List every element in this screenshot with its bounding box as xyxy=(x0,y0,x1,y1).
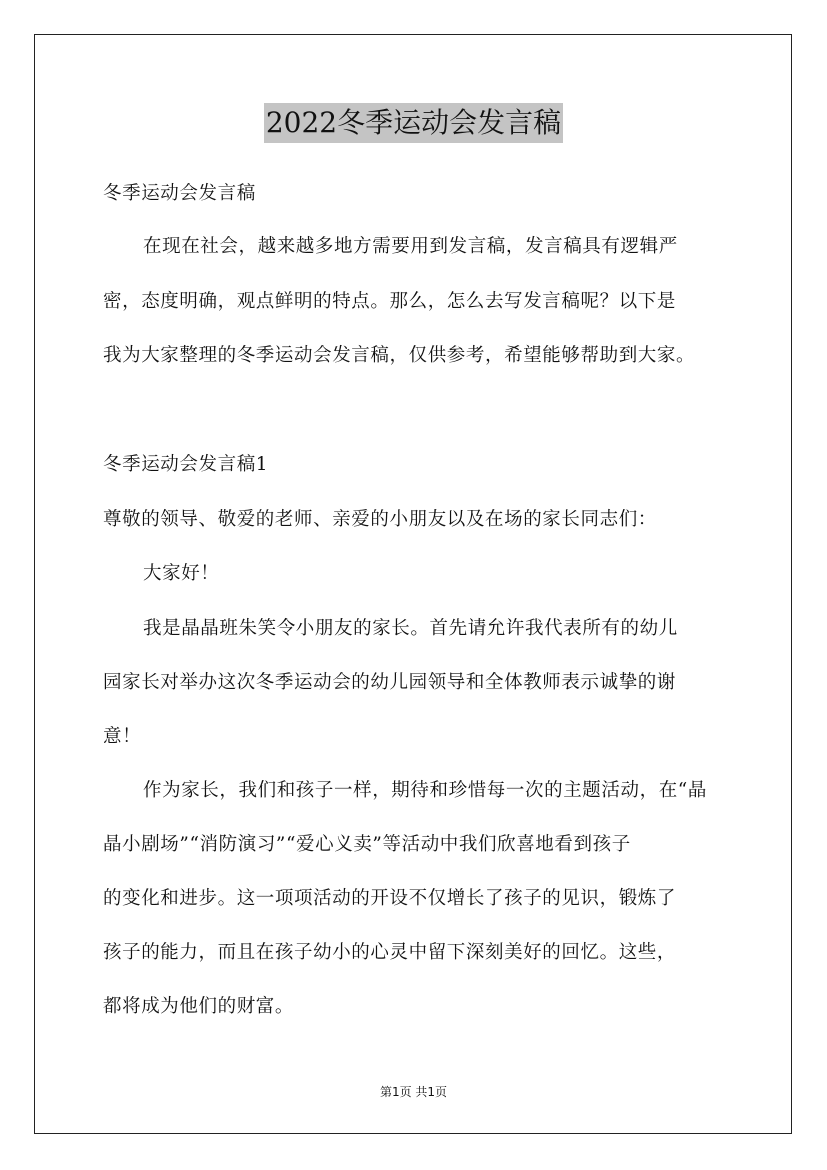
document-title xyxy=(0,102,827,143)
intro-line: 我为大家整理的冬季运动会发言稿，仅供参考，希望能够帮助到大家。 xyxy=(103,345,696,366)
paragraph-line: 都将成为他们的财富。 xyxy=(103,996,295,1017)
document-subtitle: 冬季运动会发言稿 xyxy=(103,183,256,204)
section-heading: 冬季运动会发言稿1 xyxy=(103,454,269,475)
intro-line: 密，态度明确，观点鲜明的特点。那么，怎么去写发言稿呢？以下是 xyxy=(103,291,677,312)
paragraph-line: 孩子的能力，而且在孩子幼小的心灵中留下深刻美好的回忆。这些， xyxy=(103,942,677,963)
paragraph-line: 作为家长，我们和孩子一样，期待和珍惜每一次的主题活动，在“晶 xyxy=(143,780,707,801)
salutation: 尊敬的领导、敬爱的老师、亲爱的小朋友以及在场的家长同志们： xyxy=(103,509,657,530)
paragraph-line: 意！ xyxy=(103,726,142,747)
paragraph-line: 我是晶晶班朱笑令小朋友的家长。首先请允许我代表所有的幼儿 xyxy=(143,618,678,639)
greeting: 大家好！ xyxy=(143,563,220,584)
paragraph-line: 晶小剧场”“消防演习”“爱心义卖”等活动中我们欣喜地看到孩子 xyxy=(103,834,631,855)
paragraph-line: 园家长对举办这次冬季运动会的幼儿园领导和全体教师表示诚挚的谢 xyxy=(103,672,677,693)
page-number: 第1页 共1页 xyxy=(379,1085,448,1099)
paragraph-line: 的变化和进步。这一项项活动的开设不仅增长了孩子的见识，锻炼了 xyxy=(103,888,677,909)
document-title-text: 2022冬季运动会发言稿 xyxy=(264,103,563,143)
intro-line: 在现在社会，越来越多地方需要用到发言稿，发言稿具有逻辑严 xyxy=(143,236,678,257)
